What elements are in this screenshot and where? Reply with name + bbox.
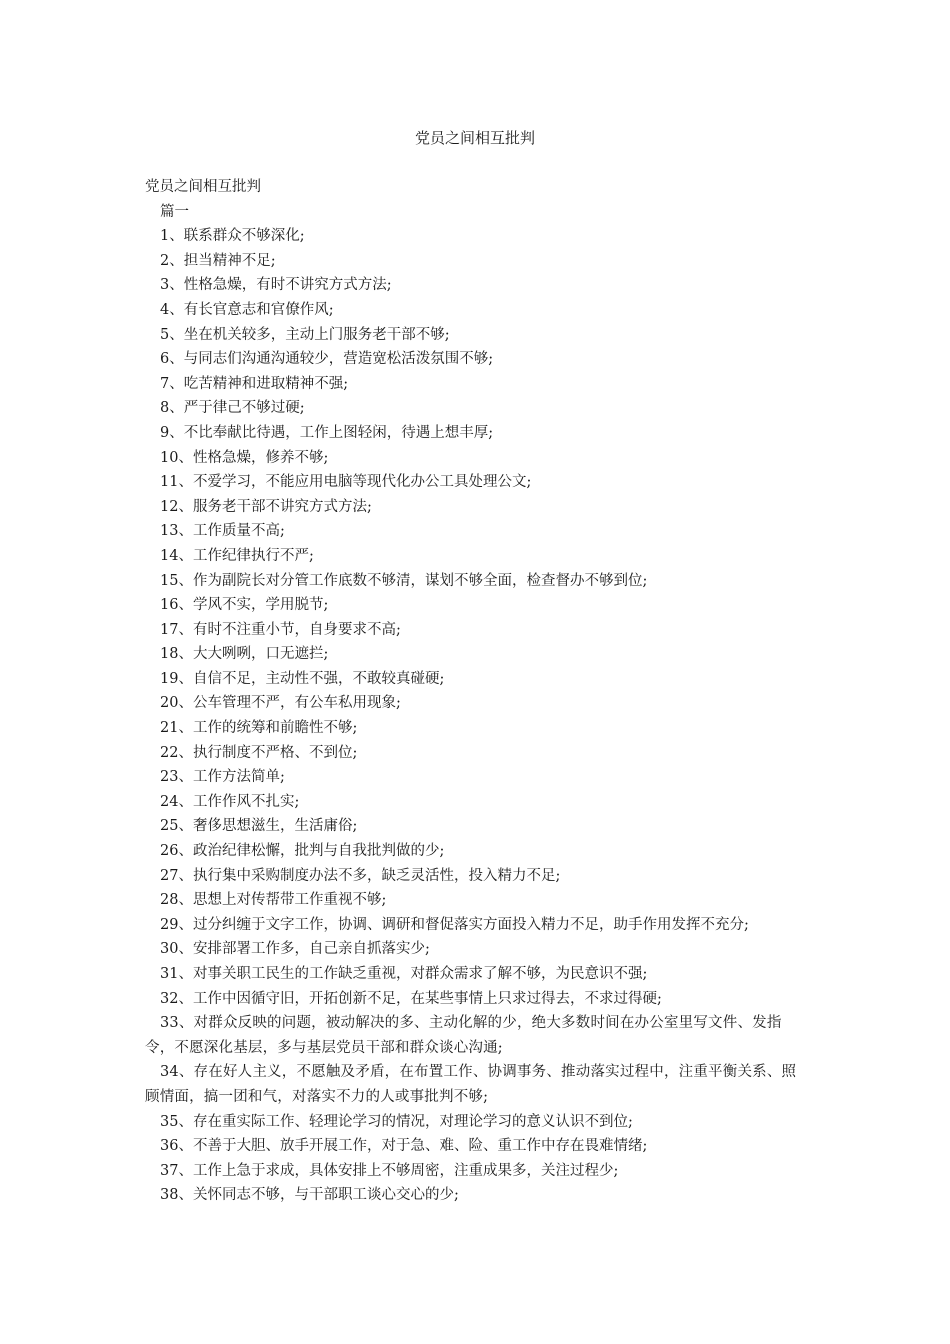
- list-item: 4、有长官意志和官僚作风;: [160, 301, 334, 318]
- list-item: 37、工作上急于求成，具体安排上不够周密，注重成果多，关注过程少;: [160, 1162, 619, 1179]
- list-item: 10、性格急燥，修养不够;: [160, 449, 329, 466]
- list-item: 30、安排部署工作多，自己亲自抓落实少;: [160, 941, 430, 958]
- list-item: 32、工作中因循守旧，开拓创新不足，在某些事情上只求过得去，不求过得硬;: [160, 990, 662, 1007]
- list-item: 11、不爱学习，不能应用电脑等现代化办公工具处理公文;: [160, 474, 532, 491]
- list-item: 24、工作作风不扎实;: [160, 793, 300, 810]
- list-item: 6、与同志们沟通沟通较少，营造宽松活泼氛围不够;: [160, 351, 494, 368]
- section-label: 篇一: [160, 203, 189, 220]
- list-item: 9、不比奉献比待遇，工作上图轻闲，待遇上想丰厚;: [160, 424, 494, 441]
- list-item: 15、作为副院长对分管工作底数不够清，谋划不够全面，检查督办不够到位;: [160, 572, 648, 589]
- list-item: 34、存在好人主义，不愿触及矛盾，在布置工作、协调事务、推动落实过程中，注重平衡关系、照顾情面，搞一团和气，对落实不力的人或事批判不够;: [145, 1064, 797, 1105]
- document-heading: 党员之间相互批判: [145, 179, 261, 195]
- list-item: 26、政治纪律松懈，批判与自我批判做的少;: [160, 843, 445, 860]
- list-item: 7、吃苦精神和进取精神不强;: [160, 375, 349, 392]
- list-item: 38、关怀同志不够，与干部职工谈心交心的少;: [160, 1187, 459, 1204]
- list-item: 33、对群众反映的问题，被动解决的多、主动化解的少，绝大多数时间在办公室里写文件、发指令，不愿深化基层，多与基层党员干部和群众谈心沟通;: [145, 1015, 782, 1056]
- list-item: 5、坐在机关较多，主动上门服务老干部不够;: [160, 326, 450, 343]
- list-item: 23、工作方法简单;: [160, 769, 285, 786]
- document-title: 党员之间相互批判: [414, 129, 535, 147]
- list-item: 28、思想上对传帮带工作重视不够;: [160, 892, 387, 909]
- list-item: 19、自信不足，主动性不强，不敢较真碰硬;: [160, 670, 445, 687]
- list-item: 27、执行集中采购制度办法不多，缺乏灵活性，投入精力不足;: [160, 867, 561, 884]
- list-item: 22、执行制度不严格、不到位;: [160, 744, 358, 761]
- list-item: 31、对事关职工民生的工作缺乏重视，对群众需求了解不够，为民意识不强;: [160, 966, 648, 982]
- list-item: 35、存在重实际工作、轻理论学习的情况，对理论学习的意义认识不到位;: [160, 1113, 633, 1130]
- list-item: 18、大大咧咧，口无遮拦;: [160, 646, 329, 663]
- list-item: 2、担当精神不足;: [160, 252, 276, 269]
- list-item: 12、服务老干部不讲究方式方法;: [160, 498, 372, 515]
- list-item: 21、工作的统筹和前瞻性不够;: [160, 720, 358, 737]
- list-item: 20、公车管理不严，有公车私用现象;: [160, 695, 401, 712]
- list-item: 3、性格急燥，有时不讲究方式方法;: [160, 277, 392, 294]
- item-list: [145, 224, 810, 1208]
- list-item: 1、联系群众不够深化;: [160, 228, 305, 245]
- list-item: 14、工作纪律执行不严;: [160, 547, 314, 564]
- list-item: 29、过分纠缠于文字工作，协调、调研和督促落实方面投入精力不足，助手作用发挥不充分;: [160, 916, 749, 933]
- list-item: 17、有时不注重小节，自身要求不高;: [160, 621, 401, 638]
- list-item: 13、工作质量不高;: [160, 523, 285, 540]
- document-body: [145, 175, 810, 1208]
- list-item: 16、学风不实，学用脱节;: [160, 597, 329, 614]
- list-item: 25、奢侈思想滋生，生活庸俗;: [160, 818, 358, 835]
- list-item: 8、严于律己不够过硬;: [160, 400, 305, 417]
- list-item: 36、不善于大胆、放手开展工作，对于急、难、险、重工作中存在畏难情绪;: [160, 1138, 648, 1155]
